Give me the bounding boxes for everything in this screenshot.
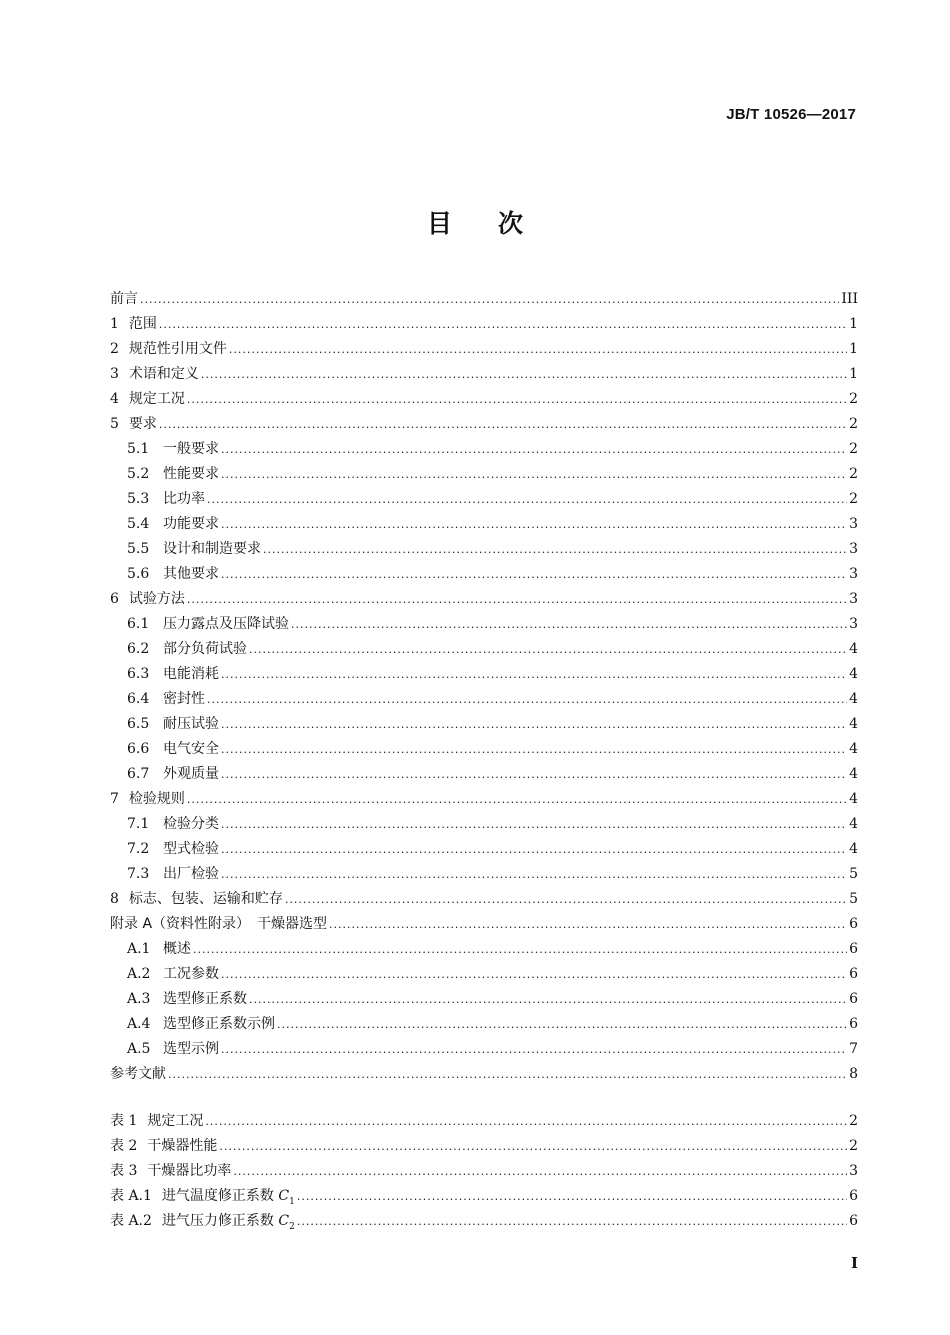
toc-entry[interactable]	[110, 512, 858, 537]
entry-label-text: 范围	[128, 316, 157, 332]
entry-label	[147, 1134, 217, 1159]
toc-entry[interactable]	[110, 762, 858, 787]
entry-number: 5	[110, 416, 119, 432]
entry-page-number: 3	[849, 1163, 858, 1179]
entry-page-number: 1	[849, 341, 858, 357]
entry-page-number: 1	[849, 316, 858, 332]
entry-label-text: 型式检验	[163, 841, 219, 857]
dot-leader	[221, 737, 847, 762]
entry-label	[163, 762, 219, 787]
dot-leader	[221, 437, 847, 462]
entry-label	[163, 662, 219, 687]
dot-leader	[221, 962, 847, 987]
entry-page-number: 3	[849, 566, 858, 582]
entry-label	[163, 637, 247, 662]
toc-entry[interactable]	[110, 337, 858, 362]
dot-leader	[207, 687, 847, 712]
dot-leader	[205, 1109, 847, 1134]
toc-entry[interactable]	[110, 887, 858, 912]
dot-leader	[229, 337, 847, 362]
entry-label	[163, 712, 219, 737]
toc-entry[interactable]	[110, 687, 858, 712]
toc-entry[interactable]	[110, 587, 858, 612]
entry-page-number: 5	[849, 866, 858, 882]
entry-page-number: 1	[849, 366, 858, 382]
entry-page-number: 6	[849, 1016, 858, 1032]
dot-leader	[249, 987, 847, 1012]
dot-leader	[221, 662, 847, 687]
entry-page-number: 4	[849, 666, 858, 682]
entry-number: 表 A.1	[110, 1188, 152, 1204]
entry-number: 6.3	[127, 666, 150, 682]
entry-label	[163, 987, 247, 1012]
dot-leader	[193, 937, 847, 962]
entry-label-text: 比功率	[163, 491, 205, 507]
toc-entry[interactable]	[110, 412, 858, 437]
table-list-entry[interactable]	[110, 1109, 858, 1134]
page-title	[0, 204, 950, 240]
title-char-1: 目	[426, 209, 452, 238]
entry-number: 7.1	[127, 816, 150, 832]
entry-label	[163, 737, 219, 762]
entry-number: 5.2	[127, 466, 150, 482]
entry-page-number: 6	[849, 916, 858, 932]
entry-label	[163, 612, 289, 637]
entry-label-text: 一般要求	[163, 441, 219, 457]
entry-label-text: 规定工况	[147, 1113, 204, 1129]
entry-page-number: 2	[849, 466, 858, 482]
entry-page-number: 7	[849, 1041, 858, 1057]
entry-page-number: 4	[849, 841, 858, 857]
dot-leader	[277, 1012, 847, 1037]
entry-symbol-subscript: 2	[289, 1221, 295, 1232]
entry-number: 表 3	[110, 1163, 138, 1179]
entry-label-text: 术语和定义	[128, 366, 199, 382]
entry-label	[110, 287, 138, 312]
toc-entry[interactable]	[110, 987, 858, 1012]
entry-page-number: 3	[849, 591, 858, 607]
toc-list	[110, 287, 858, 1087]
entry-page-number: 4	[849, 816, 858, 832]
entry-label	[163, 937, 191, 962]
entry-number: A.2	[127, 966, 151, 982]
dot-leader	[221, 462, 847, 487]
entry-label-text: 检验分类	[163, 816, 219, 832]
entry-page-number: 6	[849, 966, 858, 982]
entry-page-number: 2	[849, 441, 858, 457]
toc-entry[interactable]	[110, 862, 858, 887]
standard-code: JB/T 10526—2017	[726, 106, 856, 123]
table-list	[110, 1109, 858, 1234]
entry-number: 7.3	[127, 866, 150, 882]
entry-label	[129, 412, 157, 437]
dot-leader	[249, 637, 847, 662]
entry-label-text: 要求	[128, 416, 157, 432]
entry-page-number: 4	[849, 741, 858, 757]
dot-leader	[285, 887, 847, 912]
entry-label-text: 压力露点及压降试验	[163, 616, 289, 632]
entry-label-text: 电能消耗	[163, 666, 219, 682]
entry-label	[110, 912, 327, 937]
entry-number: 4	[110, 391, 119, 407]
entry-page-number: 2	[849, 1113, 858, 1129]
entry-page-number: 4	[849, 641, 858, 657]
entry-label-text: 参考文献	[110, 1066, 166, 1082]
entry-label	[163, 462, 219, 487]
entry-symbol: C	[278, 1188, 290, 1204]
entry-label	[163, 687, 205, 712]
entry-label	[163, 962, 219, 987]
dot-leader	[263, 537, 847, 562]
entry-label	[129, 362, 199, 387]
entry-page-number: 3	[849, 616, 858, 632]
entry-number: 7	[110, 791, 119, 807]
toc-entry[interactable]	[110, 812, 858, 837]
toc-entry[interactable]	[110, 712, 858, 737]
entry-number: 表 2	[110, 1138, 138, 1154]
entry-number: 6.4	[127, 691, 150, 707]
entry-label	[163, 812, 219, 837]
entry-label	[163, 562, 219, 587]
toc-entry[interactable]	[110, 637, 858, 662]
toc-entry[interactable]	[110, 387, 858, 412]
entry-label-text: 性能要求	[163, 466, 219, 482]
entry-label	[110, 1062, 166, 1087]
entry-page-number: 3	[849, 541, 858, 557]
entry-number: 3	[110, 366, 119, 382]
entry-page-number: 2	[849, 391, 858, 407]
entry-page-number: 3	[849, 516, 858, 532]
dot-leader	[233, 1159, 847, 1184]
toc-entry[interactable]	[110, 962, 858, 987]
table-list-entry[interactable]	[110, 1134, 858, 1159]
entry-label-text: 出厂检验	[163, 866, 219, 882]
dot-leader	[187, 787, 847, 812]
toc-entry[interactable]	[110, 612, 858, 637]
toc-entry[interactable]	[110, 537, 858, 562]
entry-number: A.4	[127, 1016, 151, 1032]
entry-label	[163, 487, 205, 512]
entry-number: 8	[110, 891, 119, 907]
entry-label-text: 工况参数	[163, 966, 219, 982]
entry-label	[163, 1012, 275, 1037]
dot-leader	[221, 812, 847, 837]
table-list-entry[interactable]	[110, 1159, 858, 1184]
entry-number: A.3	[127, 991, 151, 1007]
entry-label-text: 功能要求	[163, 516, 219, 532]
dot-leader	[219, 1134, 847, 1159]
entry-number: 1	[110, 316, 119, 332]
toc-entry[interactable]	[110, 362, 858, 387]
toc-entry[interactable]	[110, 312, 858, 337]
entry-number: 表 A.2	[110, 1213, 152, 1229]
entry-page-number: 6	[849, 941, 858, 957]
entry-label-text: 密封性	[163, 691, 205, 707]
entry-label-text: 选型示例	[163, 1041, 219, 1057]
toc-entry[interactable]	[110, 1012, 858, 1037]
entry-number: 6.5	[127, 716, 150, 732]
entry-label	[163, 837, 219, 862]
entry-page-number: 2	[849, 416, 858, 432]
entry-label-text: 前言	[110, 291, 138, 307]
entry-page-number: 5	[849, 891, 858, 907]
entry-number: 5.5	[127, 541, 150, 557]
entry-label-text: 其他要求	[163, 566, 219, 582]
entry-label-text: 电气安全	[163, 741, 219, 757]
dot-leader	[291, 612, 847, 637]
entry-page-number: 4	[849, 716, 858, 732]
page-number: I	[850, 1254, 858, 1272]
entry-label	[129, 337, 227, 362]
entry-label	[163, 537, 261, 562]
entry-label-text: 标志、包装、运输和贮存	[128, 891, 283, 907]
dot-leader	[159, 312, 847, 337]
entry-number: A.5	[127, 1041, 151, 1057]
entry-page-number: 6	[849, 1213, 858, 1229]
entry-label-text: 附录 A（资料性附录） 干燥器选型	[110, 916, 328, 932]
dot-leader	[187, 587, 847, 612]
entry-number: 5.1	[127, 441, 150, 457]
entry-number: 5.3	[127, 491, 150, 507]
entry-label-text: 设计和制造要求	[163, 541, 261, 557]
dot-leader	[329, 912, 847, 937]
entry-page-number: 2	[849, 1138, 858, 1154]
toc-entry[interactable]	[110, 837, 858, 862]
entry-label-text: 干燥器比功率	[147, 1163, 232, 1179]
entry-label-text: 规定工况	[128, 391, 185, 407]
entry-number: 6.2	[127, 641, 150, 657]
entry-page-number: 8	[849, 1066, 858, 1082]
entry-page-number: 4	[849, 791, 858, 807]
dot-leader	[221, 862, 847, 887]
entry-label-text: 概述	[163, 941, 191, 957]
dot-leader	[221, 562, 847, 587]
entry-number: 6.7	[127, 766, 150, 782]
toc-entry[interactable]	[110, 787, 858, 812]
entry-label	[162, 1209, 295, 1240]
toc-entry[interactable]	[110, 1062, 858, 1087]
entry-page-number: 4	[849, 691, 858, 707]
entry-number: 5.4	[127, 516, 150, 532]
dot-leader	[221, 512, 847, 537]
entry-label-text: 选型修正系数示例	[163, 1016, 275, 1032]
entry-number: A.1	[127, 941, 151, 957]
dot-leader	[297, 1209, 847, 1234]
entry-number: 5.6	[127, 566, 150, 582]
entry-label	[129, 787, 185, 812]
entry-label-text: 部分负荷试验	[163, 641, 247, 657]
dot-leader	[221, 1037, 847, 1062]
entry-label-text: 检验规则	[128, 791, 185, 807]
toc-entry[interactable]	[110, 437, 858, 462]
entry-symbol-subscript: 1	[289, 1196, 295, 1207]
toc-entry[interactable]	[110, 1037, 858, 1062]
entry-label	[163, 512, 219, 537]
dot-leader	[201, 362, 847, 387]
entry-page-number: III	[841, 291, 858, 307]
entry-page-number: 4	[849, 766, 858, 782]
entry-number: 6.6	[127, 741, 150, 757]
entry-number: 7.2	[127, 841, 150, 857]
toc-entry[interactable]	[110, 912, 858, 937]
entry-page-number: 2	[849, 491, 858, 507]
toc-entry[interactable]	[110, 462, 858, 487]
title-char-2: 次	[498, 209, 524, 238]
table-list-entry[interactable]	[110, 1184, 858, 1209]
dot-leader	[168, 1062, 847, 1087]
dot-leader	[221, 837, 847, 862]
entry-label-text: 进气压力修正系数	[161, 1213, 279, 1229]
entry-label	[147, 1159, 231, 1184]
entry-number: 6.1	[127, 616, 150, 632]
entry-number: 表 1	[110, 1113, 138, 1129]
entry-label-text: 耐压试验	[163, 716, 219, 732]
entry-label-text: 进气温度修正系数	[161, 1188, 279, 1204]
dot-leader	[297, 1184, 847, 1209]
entry-label	[163, 1037, 219, 1062]
dot-leader	[159, 412, 847, 437]
toc-entry[interactable]	[110, 662, 858, 687]
dot-leader	[187, 387, 847, 412]
entry-label	[129, 387, 185, 412]
toc-entry[interactable]	[110, 487, 858, 512]
entry-label-text: 试验方法	[128, 591, 185, 607]
entry-number: 2	[110, 341, 119, 357]
entry-label	[129, 887, 283, 912]
entry-symbol: C	[278, 1213, 290, 1229]
entry-number: 6	[110, 591, 119, 607]
entry-label	[163, 862, 219, 887]
entry-label	[129, 587, 185, 612]
entry-label	[163, 437, 219, 462]
entry-label-text: 规范性引用文件	[128, 341, 227, 357]
entry-label	[147, 1109, 203, 1134]
entry-label-text: 外观质量	[163, 766, 219, 782]
toc-entry[interactable]	[110, 562, 858, 587]
entry-page-number: 6	[849, 991, 858, 1007]
dot-leader	[140, 287, 839, 312]
dot-leader	[221, 712, 847, 737]
toc-entry[interactable]	[110, 937, 858, 962]
entry-page-number: 6	[849, 1188, 858, 1204]
table-list-entry[interactable]	[110, 1209, 858, 1234]
dot-leader	[207, 487, 847, 512]
toc-entry[interactable]	[110, 287, 858, 312]
toc-entry[interactable]	[110, 737, 858, 762]
entry-label	[129, 312, 157, 337]
dot-leader	[221, 762, 847, 787]
entry-label-text: 干燥器性能	[147, 1138, 218, 1154]
entry-label-text: 选型修正系数	[163, 991, 247, 1007]
